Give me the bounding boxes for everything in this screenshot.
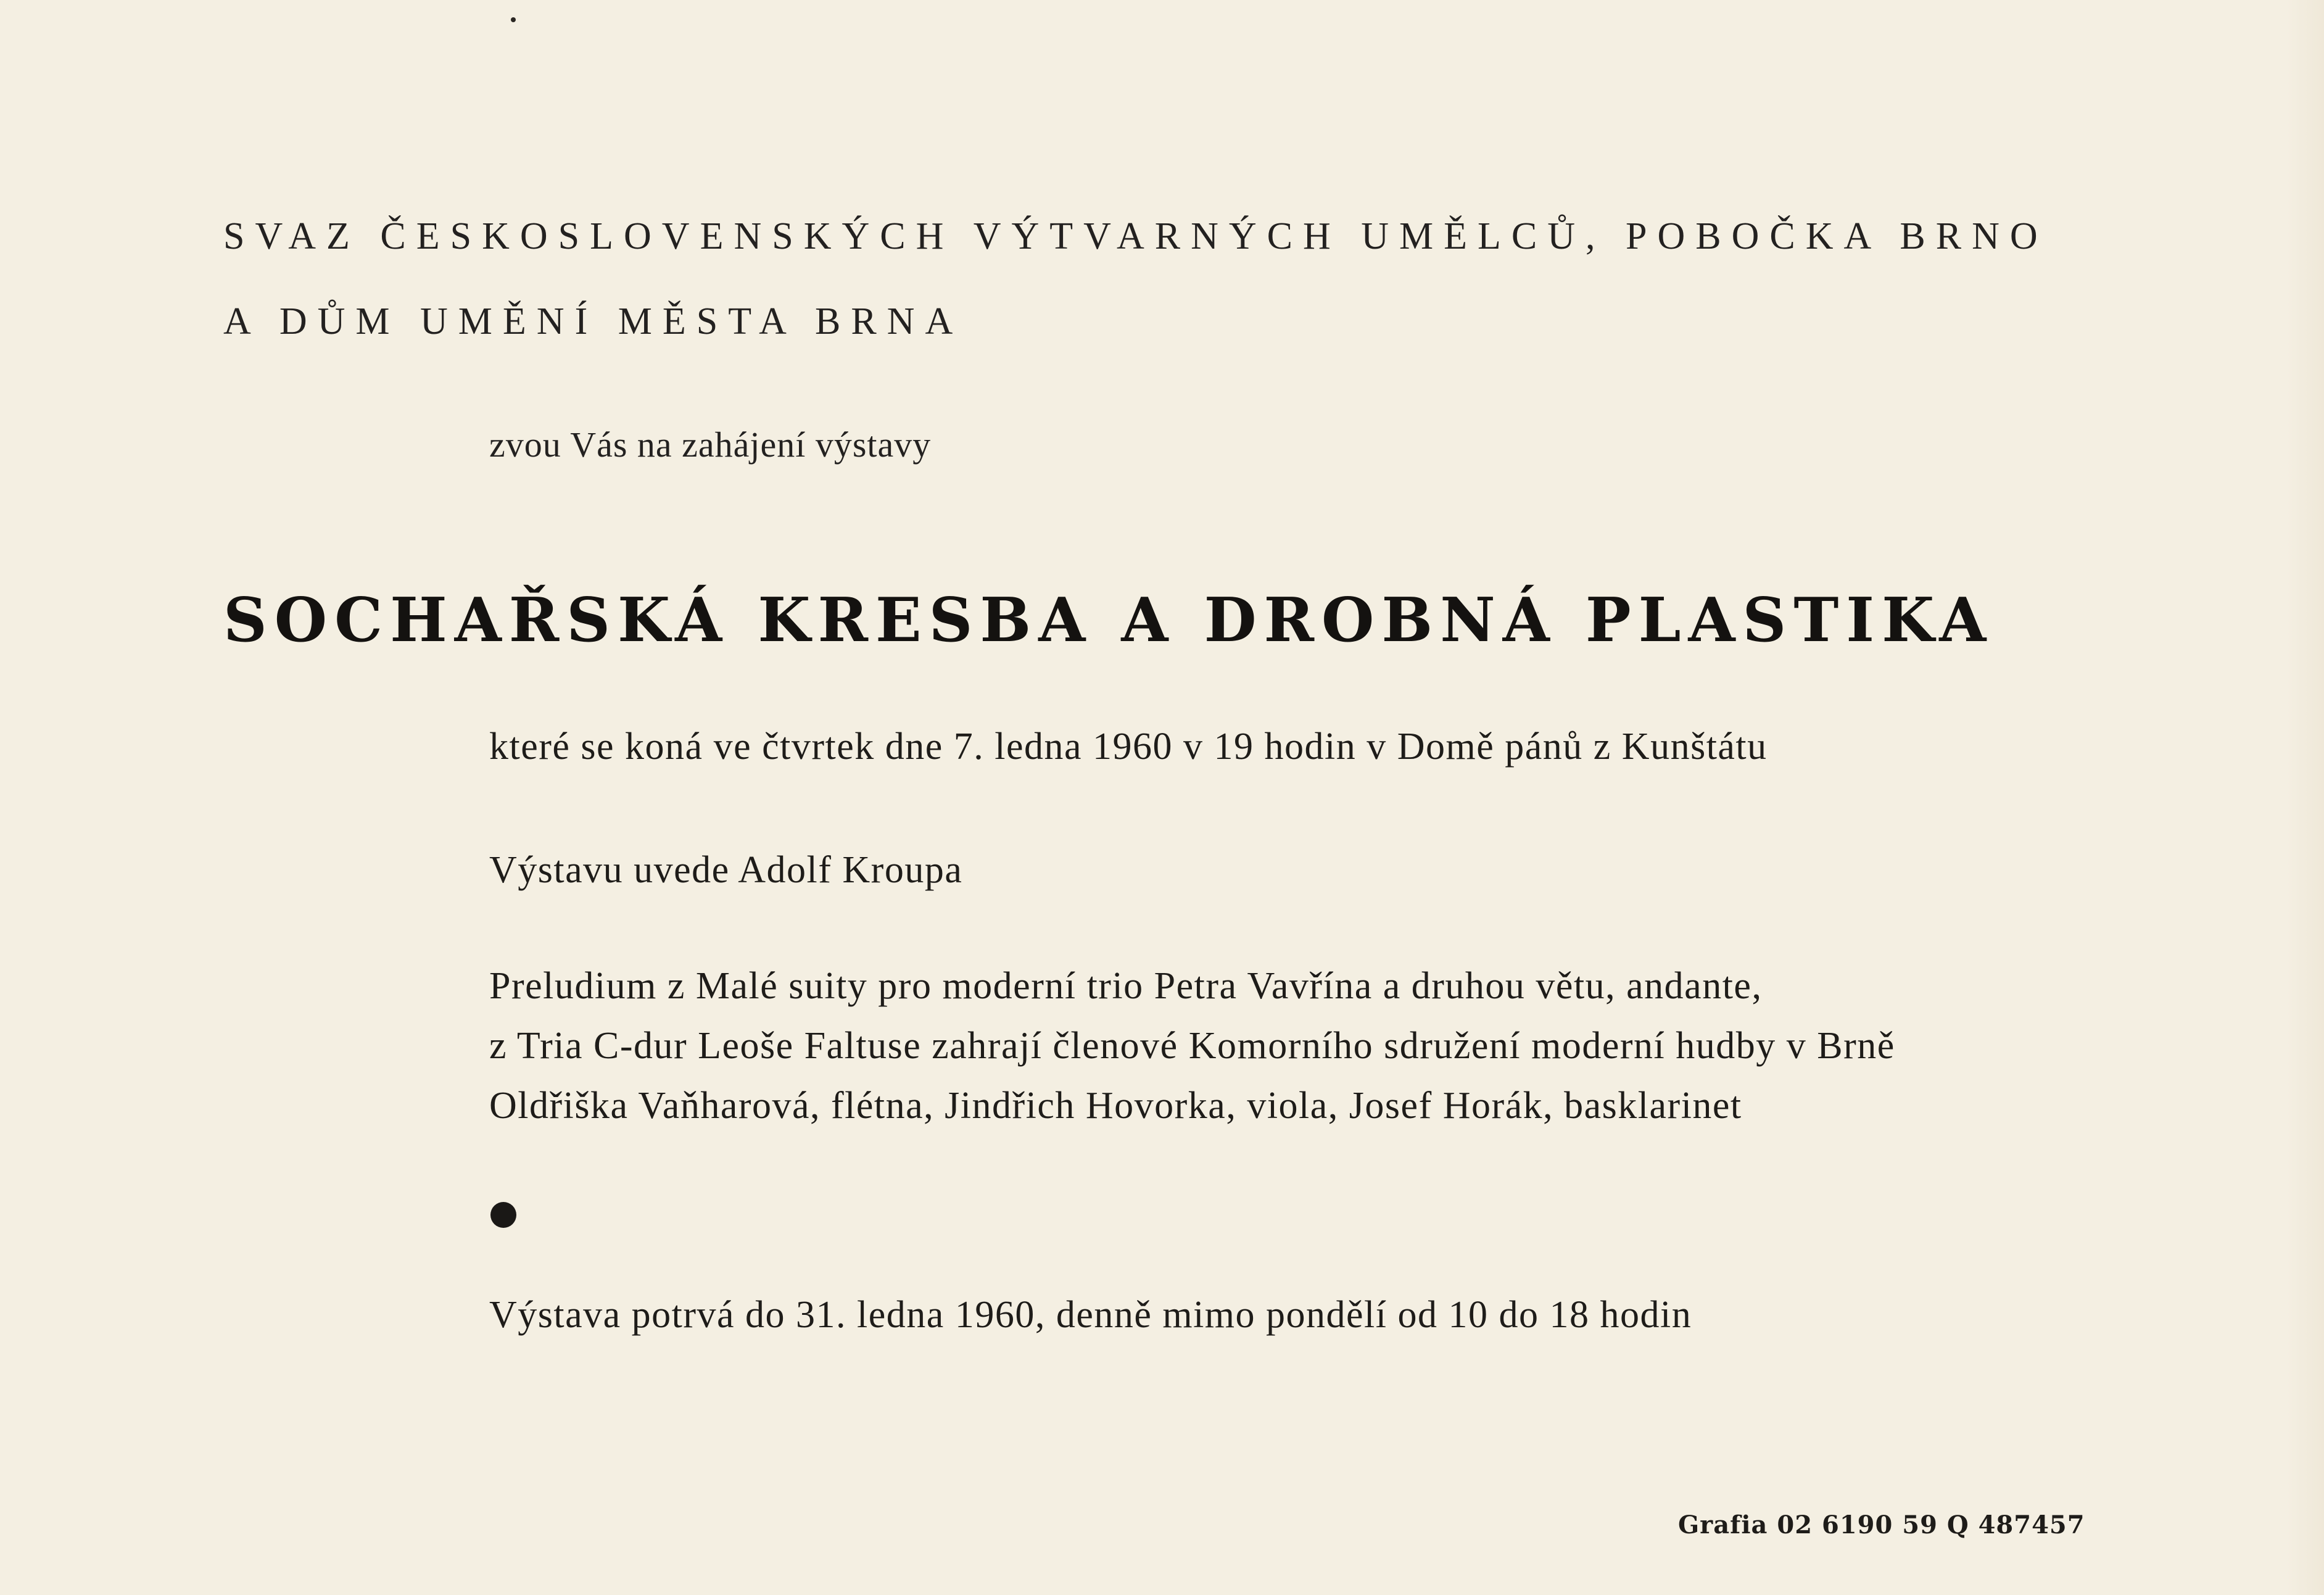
exhibition-title: SOCHAŘSKÁ KRESBA A DROBNÁ PLASTIKA: [223, 585, 1994, 656]
music-program-line-2: z Tria C-dur Leoše Faltuse zahrají členové Komorního sdružení moderní hudby v Brně: [489, 1025, 1895, 1067]
bullet-separator: [490, 1202, 516, 1228]
print-speck: [511, 17, 516, 22]
event-details: které se koná ve čtvrtek dne 7. ledna 1960 v 19 hodin v Domě pánů z Kunštátu: [489, 726, 1768, 768]
music-program-line-1: Preludium z Malé suity pro moderní trio Petra Vavřína a druhou větu, andante,: [489, 965, 1763, 1007]
music-program-line-3: Oldřiška Vaňharová, flétna, Jindřich Hovorka, viola, Josef Horák, basklarinet: [489, 1085, 1742, 1127]
invitation-text: zvou Vás na zahájení výstavy: [489, 425, 932, 465]
printer-mark: Grafia 02 6190 59 Q 487457: [1678, 1510, 2085, 1539]
card-edge-shading: [2287, 0, 2324, 1595]
exhibition-duration: Výstava potrvá do 31. ledna 1960, denně mimo pondělí od 10 do 18 hodin: [489, 1294, 1692, 1336]
organizer-line-2: A DŮM UMĚNÍ MĚSTA BRNA: [223, 300, 964, 342]
organizer-line-1: SVAZ ČESKOSLOVENSKÝCH VÝTVARNÝCH UMĚLCŮ, POBOČKA BRNO: [223, 215, 2048, 257]
exhibition-introduction: Výstavu uvede Adolf Kroupa: [489, 849, 963, 891]
